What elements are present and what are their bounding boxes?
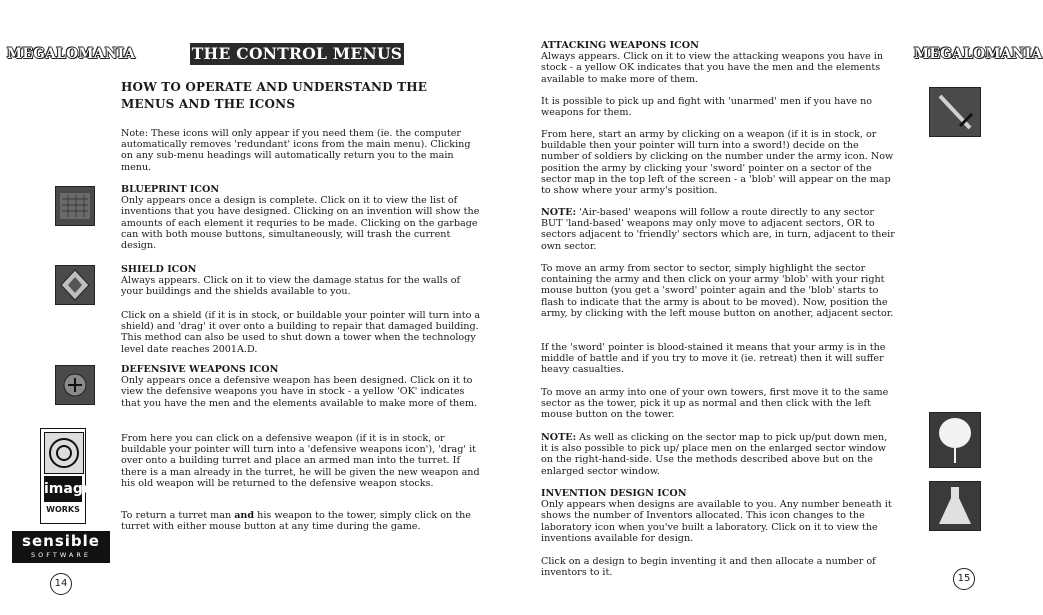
blueprint-text: Only appears once a design is complete. Click on it to view the list of inventions that you have designed. Clicking on an invention will show the amounts of each element it requries to be made. Clicking on the garbage can with both mouse buttons, simultaneously, will trash the current design. <box>121 195 480 252</box>
image-works-emblem <box>44 432 84 474</box>
note-text: 'Air-based' weapons will follow a route directly to any sector BUT 'land-based' weapons may only move to adjacent sectors, OR to sectors adjacent to 'friendly' sectors which are, in turn, adjacent to their own sector. <box>541 207 895 252</box>
move-army-paragraph: To move an army from sector to sector, simply highlight the sector containing the army and then click on your army 'blob' with your right mouse button (you get a 'sword' pointer again and the 'blob' starts to flash to indicate that the army is about to be moved). Now, position the army, by clicking with the left mouse button on another, adjacent sector. <box>541 263 894 319</box>
image-works-logo <box>40 428 93 524</box>
note-label: NOTE: <box>541 432 577 443</box>
megalomania-logo: MEGALOMANIA <box>914 46 1043 62</box>
attacking-text: Always appears. Click on it to view the attacking weapons you have in stock - a yellow OK indicates that you have the men and the elements available to make more of them. <box>541 51 884 85</box>
invention-text: Only appears when designs are available to you. Any number beneath it shows the number of Inventors allocated. This icon changes to the laboratory icon when you've built a laboratory. Click on it to view the inventions available for design. <box>541 499 892 544</box>
turret-text-b: his weapon to the tower, simply click on the turret with either mouse button at any time during the game. <box>121 510 471 533</box>
defensive-title: DEFENSIVE WEAPONS ICON <box>121 364 279 375</box>
blueprint-section <box>121 184 481 251</box>
shield-title: SHIELD ICON <box>121 264 197 275</box>
attacking-title: ATTACKING WEAPONS ICON <box>541 40 699 51</box>
unarmed-paragraph: It is possible to pick up and fight with 'unarmed' men if you have no weapons for them. <box>541 96 873 119</box>
balloon-icon <box>929 412 981 468</box>
turret-text-bold: and <box>234 510 255 521</box>
blueprint-icon <box>55 186 95 226</box>
sensible-software-logo <box>12 531 110 563</box>
blueprint-title: BLUEPRINT ICON <box>121 184 220 195</box>
sensible-software-label: SOFTWARE <box>31 551 91 559</box>
towers-paragraph: To move an army into one of your own towers, first move it to the same sector as the tower, pick it up as normal and then click with the left mouse button on the tower. <box>541 387 889 421</box>
start-army-paragraph: From here, start an army by clicking on a weapon (if it is in stock, or buildable then your pointer will turn into a sword!) decide on the number of soldiers by clicking on the number under the army icon. Now position the army by clicking your 'sword' pointer on a sector of the sector map in the top left of the screen - a 'blob' will appear on the map to show where your army's position. <box>541 129 894 197</box>
defensive-text: Only appears once a defensive weapon has been designed. Click on it to view the defensive weapons you have in stock - a yellow 'OK' indicates that you have the men and the elements available to make more of them. <box>121 375 478 409</box>
defensive-text-2: From here you can click on a defensive weapon (if it is in stock, or buildable your pointer will turn into a 'defensive weapons icon'), 'drag' it over onto a building turret and place an armed man into the turret. If there is a man already in the turret, he will be given the new weapon and his old weapon will be returned to the defensive weapon stocks. <box>121 433 480 489</box>
defensive-weapons-icon <box>55 365 95 405</box>
right-page <box>512 0 1043 615</box>
intro-note: Note: These icons will only appear if you need them (ie. the computer automatically removes 'redundant' icons from the main menu). Clicking on any sub-menu headings will automatically return you to the main menu. <box>121 128 471 173</box>
image-works-label: WORKS <box>46 505 80 514</box>
turret-paragraph <box>121 510 481 532</box>
sensible-wordmark: sensible <box>22 532 100 550</box>
note-label: NOTE: <box>541 207 577 218</box>
shield-text-2: Click on a shield (if it is in stock, or buildable your pointer will turn into a shield) and 'drag' it over onto a building to repair that damaged building. This method can also be used to shut down a tower when the technology level date reaches 2001A.D. <box>121 310 481 355</box>
flask-icon <box>929 481 981 531</box>
invention-title: INVENTION DESIGN ICON <box>541 488 687 499</box>
shield-text: Always appears. Click on it to view the damage status for the walls of your buildings and the shields available to you. <box>121 275 461 298</box>
page-number: 15 <box>953 568 975 590</box>
page-number: 14 <box>50 573 72 595</box>
note-text: As well as clicking on the sector map to pick up/put down men, it is also possible to pick up/ place men on the enlarged sector window on the right-hand-side. Use the methods described above but on the enlarged sector window. <box>541 432 888 477</box>
note-air-paragraph <box>541 207 895 252</box>
defensive-section <box>121 364 481 409</box>
sword-icon <box>929 87 981 137</box>
shield-section <box>121 264 481 298</box>
section-banner: THE CONTROL MENUS <box>191 44 403 63</box>
image-works-wordmark: image <box>44 476 82 502</box>
heading-line-1: HOW TO OPERATE AND UNDERSTAND THE <box>121 80 428 94</box>
design-paragraph: Click on a design to begin inventing it and then allocate a number of inventors to it. <box>541 556 876 579</box>
invention-section <box>541 488 895 544</box>
attacking-section <box>541 40 895 85</box>
left-page <box>0 0 512 615</box>
page-heading <box>121 79 461 113</box>
turret-text-a: To return a turret man <box>121 510 235 521</box>
heading-line-2: MENUS AND THE ICONS <box>121 97 296 111</box>
blood-stained-paragraph: If the 'sword' pointer is blood-stained it means that your army is in the middle of battle and if you try to move it (ie. retreat) then it will suffer heavy casualties. <box>541 342 886 376</box>
note-sector-paragraph <box>541 432 895 477</box>
shield-icon <box>55 265 95 305</box>
megalomania-logo: MEGALOMANIA <box>7 46 136 62</box>
